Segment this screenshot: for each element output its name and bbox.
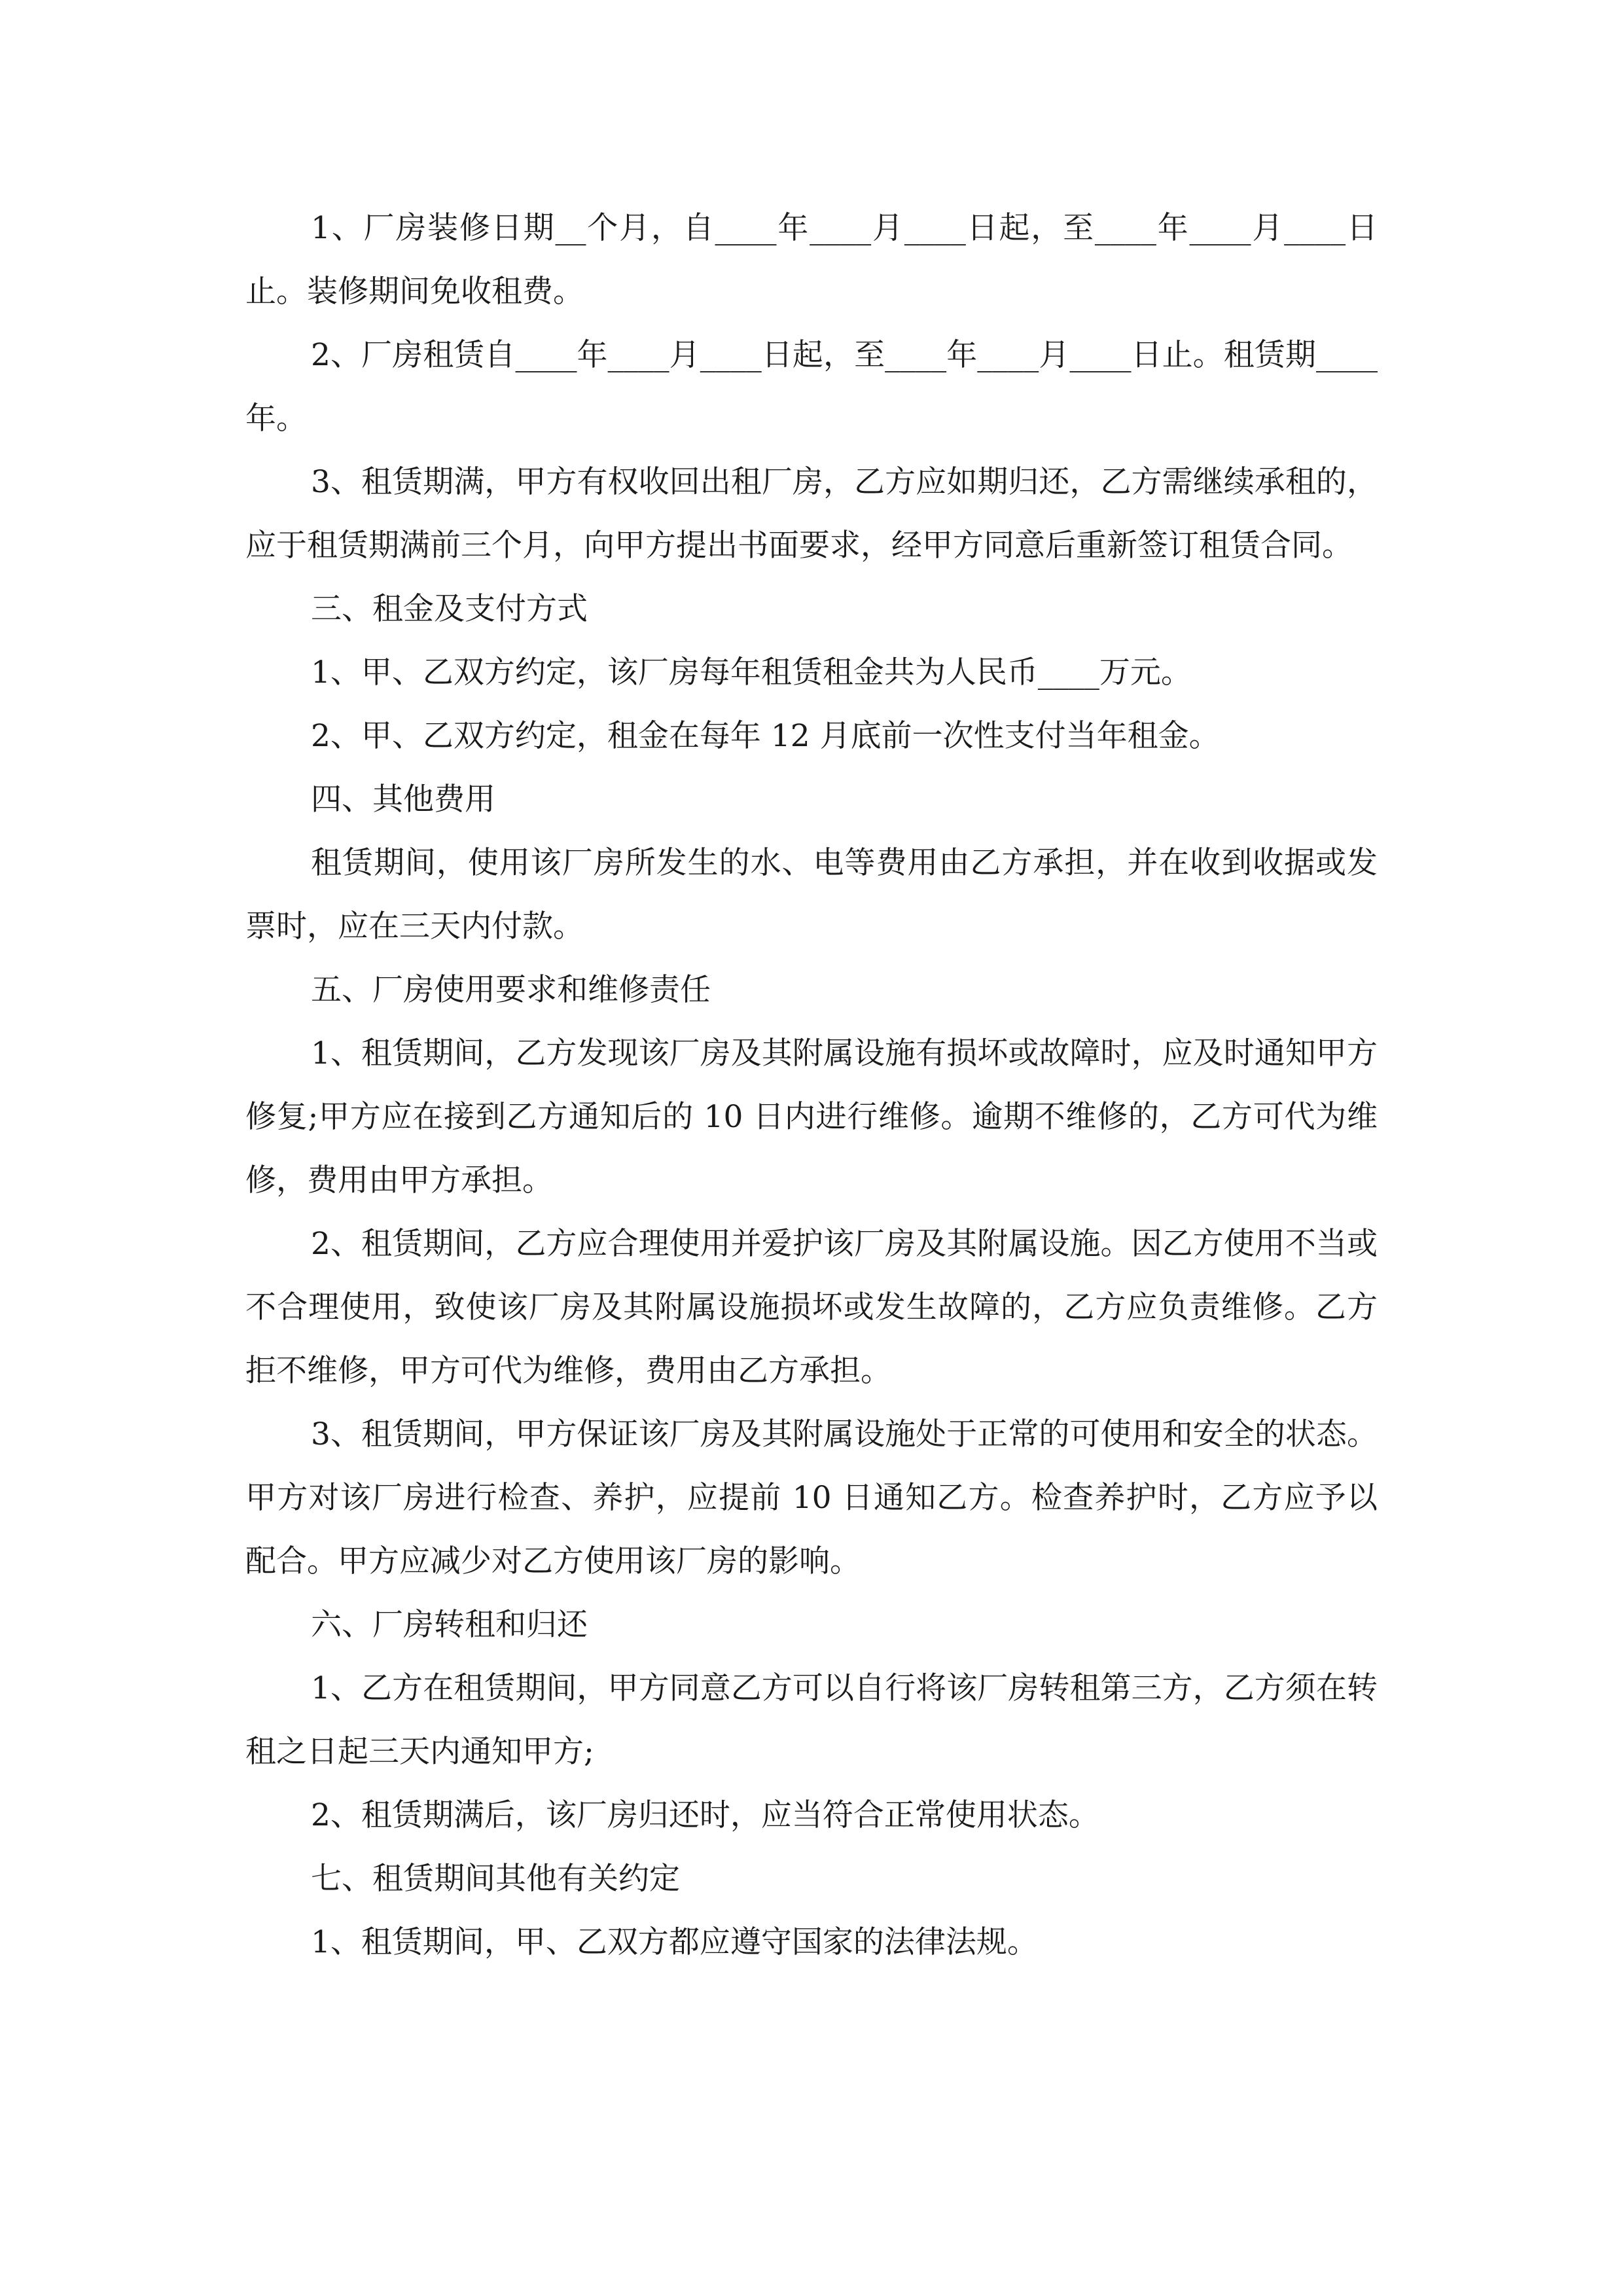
paragraph-return-condition: 2、租赁期满后，该厂房归还时，应当符合正常使用状态。: [311, 1797, 1099, 1833]
paragraph-lease-renewal: 3、租赁期满，甲方有权收回出租厂房，乙方应如期归还，乙方需继续承租的，应于租赁期满前三个月，向甲方提出书面要求，经甲方同意后重新签订租赁合同。: [245, 464, 1378, 564]
section-heading-rent-payment: 三、租金及支付方式: [311, 591, 588, 627]
section-heading-sublease-return: 六、厂房转租和归还: [311, 1607, 588, 1643]
paragraph-payment-deadline: 2、甲、乙双方约定，租金在每年 12 月底前一次性支付当年租金。: [311, 718, 1220, 754]
paragraph-safety-inspection: 3、租赁期间，甲方保证该厂房及其附属设施处于正常的可使用和安全的状态。甲方对该厂房进行检查、养护，应提前 10 日通知乙方。检查养护时，乙方应予以配合。甲方应减少对乙方使用该厂房的影响。: [245, 1416, 1378, 1579]
document-body: [245, 196, 1378, 1974]
paragraph-proper-use: 2、租赁期间，乙方应合理使用并爱护该厂房及其附属设施。因乙方使用不当或不合理使用，致使该厂房及其附属设施损坏或发生故障的，乙方应负责维修。乙方拒不维修，甲方可代为维修，费用由乙方承担。: [245, 1226, 1378, 1389]
paragraph-repair-notice: 1、租赁期间，乙方发现该厂房及其附属设施有损坏或故障时，应及时通知甲方修复;甲方应在接到乙方通知后的 10 日内进行维修。逾期不维修的，乙方可代为维修，费用由甲方承担。: [245, 1035, 1378, 1198]
section-heading-other-agreements: 七、租赁期间其他有关约定: [311, 1861, 680, 1897]
section-heading-use-maintenance: 五、厂房使用要求和维修责任: [311, 972, 711, 1008]
paragraph-annual-rent: 1、甲、乙双方约定，该厂房每年租赁租金共为人民币____万元。: [311, 655, 1192, 691]
paragraph-sublease: 1、乙方在租赁期间，甲方同意乙方可以自行将该厂房转租第三方，乙方须在转租之日起三天内通知甲方;: [245, 1670, 1378, 1770]
section-heading-other-fees: 四、其他费用: [311, 781, 495, 817]
paragraph-decoration-period: 1、厂房装修日期__个月，自____年____月____日起，至____年____月____日止。装修期间免收租费。: [245, 210, 1378, 310]
paragraph-utility-fees: 租赁期间，使用该厂房所发生的水、电等费用由乙方承担，并在收到收据或发票时，应在三天内付款。: [245, 845, 1378, 944]
paragraph-lease-term: 2、厂房租赁自____年____月____日起，至____年____月____日止。租赁期____年。: [245, 337, 1378, 437]
paragraph-comply-laws: 1、租赁期间，甲、乙双方都应遵守国家的法律法规。: [311, 1924, 1038, 1960]
